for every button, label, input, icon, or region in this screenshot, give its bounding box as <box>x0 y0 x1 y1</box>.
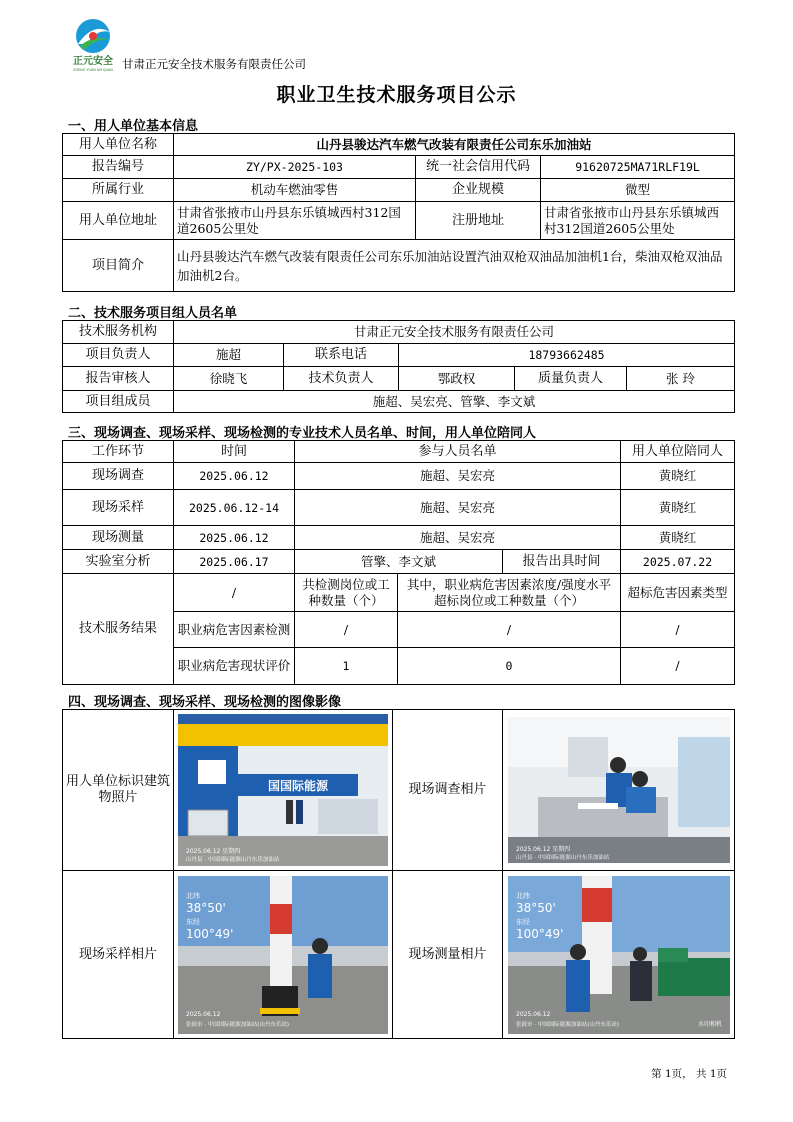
credit-code-label: 统一社会信用代码 <box>416 156 541 179</box>
scale-label: 企业规模 <box>416 179 541 202</box>
tech-lead-value: 鄂政权 <box>399 367 515 391</box>
photo4-lon-label: 东经 <box>515 917 530 926</box>
photo1-location: 山丹县 · 中国国际能源山丹东乐加油站 <box>186 857 280 863</box>
logo-subtext: ZHENG YUAN AN QUAN <box>73 68 113 72</box>
photo2-label: 现场调查相片 <box>393 710 503 871</box>
report-no-value: ZY/PX-2025-103 <box>174 156 416 179</box>
result-row1-label: 职业病危害因素检测 <box>174 612 295 648</box>
lab-people: 管擎、李文斌 <box>295 550 503 574</box>
photo3-stamp: 2025.06.12 <box>186 1010 221 1018</box>
tech-lead-label: 技术负责人 <box>284 367 399 391</box>
quality-value: 张 玲 <box>627 367 735 391</box>
result-label: 技术服务结果 <box>63 574 174 685</box>
lab-stage: 实验室分析 <box>63 550 174 574</box>
time-cell: 2025.06.12 <box>174 526 295 550</box>
report-no-label: 报告编号 <box>63 156 174 179</box>
result-row2-label: 职业病危害现状评价 <box>174 648 295 685</box>
result-col2: 其中，职业病危害因素浓度/强度水平超标岗位或工种数量（个） <box>398 574 621 612</box>
intro-label: 项目简介 <box>63 240 174 292</box>
company-name: 甘肃正元安全技术服务有限责任公司 <box>122 57 306 71</box>
section1-heading: 一、用人单位基本信息 <box>68 119 199 134</box>
photo3-lat-label: 北纬 <box>186 891 200 900</box>
photo2-location: 山丹县 · 中国国际能源山丹东乐加油站 <box>515 855 609 861</box>
org-value: 甘肃正元安全技术服务有限责任公司 <box>174 321 735 344</box>
members-value: 施超、吴宏亮、管擎、李文斌 <box>174 391 735 413</box>
photo4-location: 张掖市 · 中国国际能源加油站(山丹东乐站) <box>515 1021 619 1028</box>
photo3-lon-label: 东经 <box>186 917 200 926</box>
table-row <box>63 526 735 550</box>
measurement-photo <box>508 876 730 1034</box>
result-row1-v3: / <box>621 612 735 648</box>
result-col3: 超标危害因素类型 <box>621 574 735 612</box>
page-title: 职业卫生技术服务项目公示 <box>276 84 517 106</box>
reg-address-label: 注册地址 <box>416 202 541 240</box>
credit-code-value: 91620725MA71RLF19L <box>541 156 735 179</box>
report-date-label: 报告出具时间 <box>503 550 621 574</box>
page-header <box>68 14 468 74</box>
result-row1-v1: / <box>295 612 398 648</box>
employer-label: 用人单位名称 <box>63 134 174 156</box>
lab-time: 2025.06.17 <box>174 550 295 574</box>
photo3-lon: 100°49' <box>186 926 234 941</box>
result-col1: 共检测岗位或工种数量（个） <box>295 574 398 612</box>
col-companion: 用人单位陪同人 <box>621 441 735 463</box>
photo4-label: 现场测量相片 <box>393 871 503 1039</box>
org-label: 技术服务机构 <box>63 321 174 344</box>
result-row2-v3: / <box>621 648 735 685</box>
field-work-table <box>62 440 735 685</box>
table-row <box>63 490 735 526</box>
col-time: 时间 <box>174 441 295 463</box>
photo3-location: 张掖市 · 中国国际能源加油站(山丹东乐站) <box>186 1021 290 1028</box>
industry-value: 机动车燃油零售 <box>174 179 416 202</box>
time-cell: 2025.06.12 <box>174 463 295 490</box>
reviewer-label: 报告审核人 <box>63 367 174 391</box>
address-label: 用人单位地址 <box>63 202 174 240</box>
section4-heading: 四、现场调查、现场采样、现场检测的图像影像 <box>68 695 342 710</box>
company-logo-icon <box>68 14 118 72</box>
employer-info-table <box>62 133 735 292</box>
photo4-lon: 100°49' <box>515 926 563 941</box>
watermark-text: 水印相机 <box>697 1020 722 1028</box>
report-date-value: 2025.07.22 <box>621 550 735 574</box>
building-photo <box>178 714 388 866</box>
employer-value: 山丹县骏达汽车燃气改装有限责任公司东乐加油站 <box>174 134 735 156</box>
people-cell: 施超、吴宏亮 <box>295 526 621 550</box>
col-stage: 工作环节 <box>63 441 174 463</box>
reviewer-value: 徐晓飞 <box>174 367 284 391</box>
photo4-lat: 38°50' <box>515 900 556 915</box>
intro-value: 山丹县骏达汽车燃气改装有限责任公司东乐加油站设置汽油双枪双油品加油机1台，柴油双枪双油品加油机2台。 <box>174 240 735 292</box>
photo4-stamp: 2025.06.12 <box>515 1010 550 1018</box>
logo-text: 正元安全 <box>73 56 113 67</box>
result-row2-v2: 0 <box>398 648 621 685</box>
result-row1-v2: / <box>398 612 621 648</box>
stage-cell: 现场调查 <box>63 463 174 490</box>
photo3-lat: 38°50' <box>186 900 226 915</box>
survey-photo <box>508 717 730 863</box>
reg-address-value: 甘肃省张掖市山丹县东乐镇城西村312国道2605公里处 <box>541 202 735 240</box>
companion-cell: 黄晓红 <box>621 490 735 526</box>
table-row <box>63 463 735 490</box>
companion-cell: 黄晓红 <box>621 526 735 550</box>
result-row2-v1: 1 <box>295 648 398 685</box>
col-people: 参与人员名单 <box>295 441 621 463</box>
people-cell: 施超、吴宏亮 <box>295 463 621 490</box>
section3-heading: 三、现场调查、现场采样、现场检测的专业技术人员名单、时间，用人单位陪同人 <box>68 426 537 441</box>
photo1-label: 用人单位标识建筑物照片 <box>63 710 174 871</box>
stage-cell: 现场测量 <box>63 526 174 550</box>
photo1-stamp: 2025.06.12 星期四 <box>186 848 241 855</box>
companion-cell: 黄晓红 <box>621 463 735 490</box>
scale-value: 微型 <box>541 179 735 202</box>
quality-label: 质量负责人 <box>515 367 627 391</box>
result-slash: / <box>174 574 295 612</box>
photo3-label: 现场采样相片 <box>63 871 174 1039</box>
sampling-photo <box>178 876 388 1034</box>
members-label: 项目组成员 <box>63 391 174 413</box>
time-cell: 2025.06.12-14 <box>174 490 295 526</box>
page-footer: 第 1页， 共 1页 <box>651 1068 727 1080</box>
svg-text:国国际能源: 国国际能源 <box>267 779 329 793</box>
lead-value: 施超 <box>174 344 284 367</box>
industry-label: 所属行业 <box>63 179 174 202</box>
address-value: 甘肃省张掖市山丹县东乐镇城西村312国道2605公里处 <box>174 202 416 240</box>
section2-heading: 二、技术服务项目组人员名单 <box>68 306 238 321</box>
lead-label: 项目负责人 <box>63 344 174 367</box>
photo4-lat-label: 北纬 <box>515 891 530 900</box>
phone-value: 18793662485 <box>399 344 735 367</box>
phone-label: 联系电话 <box>284 344 399 367</box>
people-cell: 施超、吴宏亮 <box>295 490 621 526</box>
photo2-stamp: 2025.06.12 星期四 <box>515 846 570 853</box>
stage-cell: 现场采样 <box>63 490 174 526</box>
photo-table <box>62 709 735 1039</box>
team-table <box>62 320 735 413</box>
